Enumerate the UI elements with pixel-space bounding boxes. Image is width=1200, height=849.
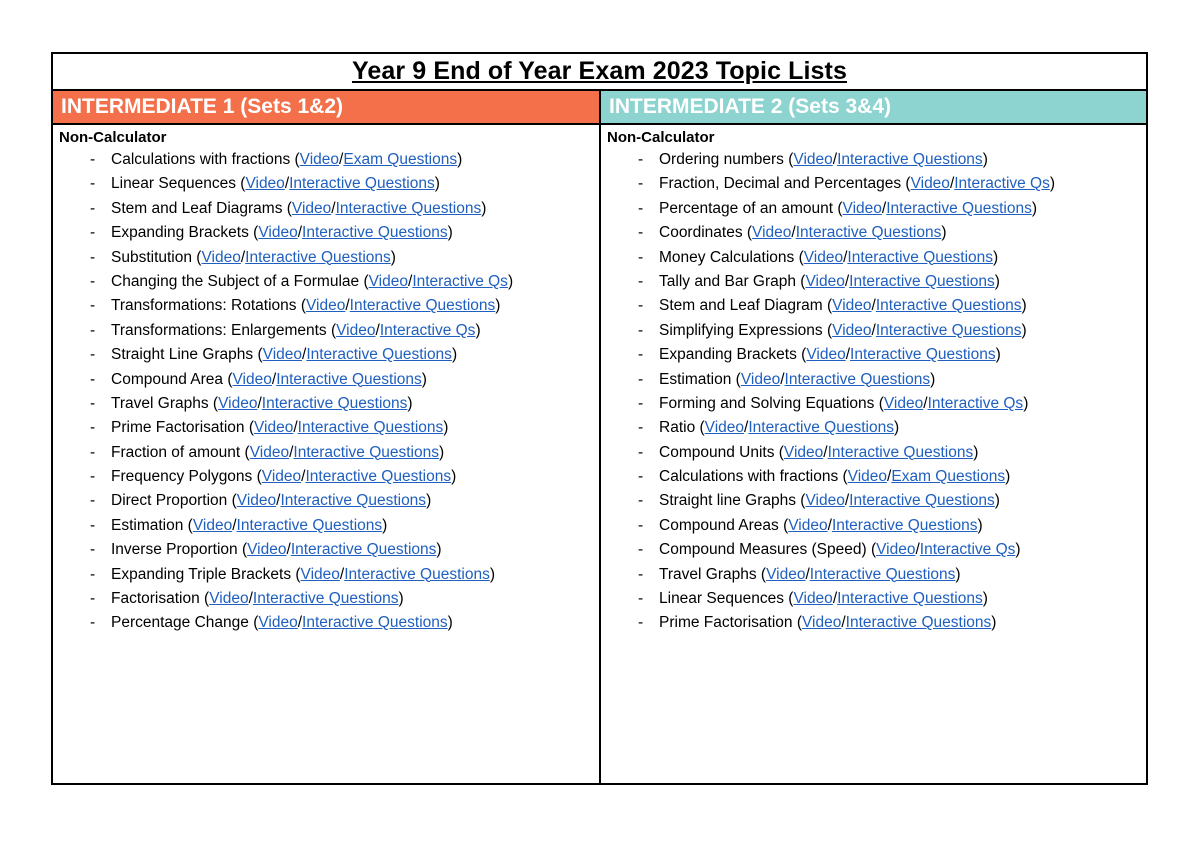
video-link[interactable]: Video xyxy=(305,297,346,315)
list-dash: - xyxy=(90,272,96,290)
video-link[interactable]: Video xyxy=(801,614,842,632)
list-dash: - xyxy=(90,394,96,412)
list-dash: - xyxy=(638,516,644,534)
non-calculator-label: Non-Calculator xyxy=(607,129,715,146)
list-dash: - xyxy=(638,443,644,461)
topic-item: - Forming and Solving Equations (Video/Interactive Qs) xyxy=(601,392,1146,416)
video-link[interactable]: Video xyxy=(704,419,745,437)
video-link[interactable]: Video xyxy=(793,590,833,608)
page-title: Year 9 End of Year Exam 2023 Topic Lists xyxy=(352,57,847,85)
list-dash: - xyxy=(638,419,644,437)
questions-link[interactable]: Interactive Questions xyxy=(302,224,448,242)
topic-item: - Compound Area (Video/Interactive Questions) xyxy=(53,368,599,392)
questions-link[interactable]: Interactive Questions xyxy=(875,321,1022,339)
video-link[interactable]: Video xyxy=(300,565,340,583)
topic-name: Compound Units xyxy=(659,443,775,461)
topic-name: Straight line Graphs xyxy=(659,492,796,510)
topic-name: Direct Proportion xyxy=(111,492,228,510)
list-dash: - xyxy=(90,297,96,315)
list-dash: - xyxy=(638,224,644,242)
list-dash: - xyxy=(638,346,644,364)
list-dash: - xyxy=(638,394,644,412)
topic-item: - Linear Sequences (Video/Interactive Questions) xyxy=(601,587,1146,611)
topic-name: Transformations: Enlargements xyxy=(111,321,327,339)
topic-item: - Straight Line Graphs (Video/Interactive Questions) xyxy=(53,343,599,367)
topic-item: - Money Calculations (Video/Interactive Questions) xyxy=(601,246,1146,270)
video-link[interactable]: Video xyxy=(258,224,298,242)
questions-link[interactable]: Interactive Questions xyxy=(297,419,444,437)
intermediate-2-header: INTERMEDIATE 2 (Sets 3&4) xyxy=(601,91,1146,125)
questions-link[interactable]: Interactive Questions xyxy=(847,248,994,266)
topic-name: Prime Factorisation xyxy=(111,419,245,437)
list-dash: - xyxy=(90,248,96,266)
questions-link[interactable]: Interactive Questions xyxy=(252,590,399,608)
topic-item: - Expanding Triple Brackets (Video/Interactive Questions) xyxy=(53,563,599,587)
list-dash: - xyxy=(90,516,96,534)
questions-link[interactable]: Interactive Questions xyxy=(850,346,996,364)
list-dash: - xyxy=(90,321,96,339)
topic-name: Changing the Subject of a Formulae xyxy=(111,272,360,290)
topic-item: - Travel Graphs (Video/Interactive Questions) xyxy=(53,392,599,416)
list-dash: - xyxy=(90,199,96,217)
topic-name: Simplifying Expressions xyxy=(659,321,823,339)
video-link[interactable]: Video xyxy=(192,516,233,534)
topic-name: Expanding Triple Brackets xyxy=(111,565,292,583)
list-dash: - xyxy=(90,492,96,510)
questions-link[interactable]: Interactive Questions xyxy=(245,248,391,266)
topic-item: - Expanding Brackets (Video/Interactive Questions) xyxy=(53,221,599,245)
questions-link[interactable]: Exam Questions xyxy=(343,151,458,168)
questions-link[interactable]: Interactive Questions xyxy=(809,565,956,583)
topic-item: - Factorisation (Video/Interactive Questions) xyxy=(53,587,599,611)
list-dash: - xyxy=(90,151,96,168)
topic-item: - Simplifying Expressions (Video/Interactive Questions) xyxy=(601,319,1146,343)
topic-name: Percentage Change xyxy=(111,614,249,632)
intermediate-1-topic-list xyxy=(53,148,599,636)
list-dash: - xyxy=(90,419,96,437)
list-dash: - xyxy=(638,492,644,510)
questions-link[interactable]: Interactive Qs xyxy=(379,321,476,339)
questions-link[interactable]: Interactive Questions xyxy=(335,199,482,217)
topic-name: Linear Sequences xyxy=(111,175,236,193)
topic-name: Calculations with fractions xyxy=(111,151,291,168)
video-link[interactable]: Video xyxy=(832,321,872,339)
questions-link[interactable]: Interactive Questions xyxy=(827,443,974,461)
list-dash: - xyxy=(90,370,96,388)
topic-name: Coordinates xyxy=(659,224,743,242)
video-link[interactable]: Video xyxy=(783,443,824,461)
questions-link[interactable]: Interactive Questions xyxy=(831,516,978,534)
topic-item: - Fraction, Decimal and Percentages (Video/Interactive Qs) xyxy=(601,172,1146,196)
topic-item: - Estimation (Video/Interactive Questions) xyxy=(53,514,599,538)
topic-item: - Percentage Change (Video/Interactive Questions) xyxy=(53,611,599,635)
topic-name: Travel Graphs xyxy=(659,565,757,583)
list-dash: - xyxy=(638,272,644,290)
topic-item: - Compound Measures (Speed) (Video/Interactive Qs) xyxy=(601,538,1146,562)
topic-name: Straight Line Graphs xyxy=(111,346,254,364)
list-dash: - xyxy=(90,614,96,632)
list-dash: - xyxy=(90,468,96,486)
video-link[interactable]: Video xyxy=(805,492,845,510)
video-link[interactable]: Video xyxy=(368,272,408,290)
video-link[interactable]: Video xyxy=(299,151,340,168)
list-dash: - xyxy=(638,565,644,583)
topic-item: - Estimation (Video/Interactive Questions) xyxy=(601,368,1146,392)
questions-link[interactable]: Interactive Questions xyxy=(280,492,427,510)
topic-item: - Straight line Graphs (Video/Interactive Questions) xyxy=(601,489,1146,513)
questions-link[interactable]: Interactive Questions xyxy=(849,272,995,290)
topic-name: Expanding Brackets xyxy=(659,346,797,364)
video-link[interactable]: Video xyxy=(842,199,882,217)
topic-item: - Compound Units (Video/Interactive Questions) xyxy=(601,441,1146,465)
topic-item: - Transformations: Rotations (Video/Interactive Questions) xyxy=(53,294,599,318)
topic-item: - Changing the Subject of a Formulae (Video/Interactive Qs) xyxy=(53,270,599,294)
topic-name: Inverse Proportion xyxy=(111,541,238,559)
topic-name: Compound Areas xyxy=(659,516,779,534)
video-link[interactable]: Video xyxy=(766,565,806,583)
topic-name: Expanding Brackets xyxy=(111,224,249,242)
non-calculator-label: Non-Calculator xyxy=(59,129,167,146)
questions-link[interactable]: Interactive Questions xyxy=(837,590,983,608)
topic-name: Money Calculations xyxy=(659,248,795,266)
intermediate-1-column xyxy=(53,91,601,783)
list-dash: - xyxy=(638,199,644,217)
topic-item: - Ordering numbers (Video/Interactive Questions) xyxy=(601,148,1146,172)
topic-item: - Fraction of amount (Video/Interactive Questions) xyxy=(53,441,599,465)
topic-item: - Stem and Leaf Diagrams (Video/Interactive Questions) xyxy=(53,197,599,221)
intermediate-1-header: INTERMEDIATE 1 (Sets 1&2) xyxy=(53,91,599,125)
video-link[interactable]: Video xyxy=(847,468,888,486)
list-dash: - xyxy=(638,321,644,339)
topic-name: Estimation xyxy=(111,516,184,534)
list-dash: - xyxy=(90,175,96,193)
video-link[interactable]: Video xyxy=(253,419,294,437)
topic-name: Calculations with fractions xyxy=(659,468,839,486)
intermediate-2-column xyxy=(601,91,1146,783)
list-dash: - xyxy=(638,370,644,388)
topic-item: - Stem and Leaf Diagram (Video/Interactive Questions) xyxy=(601,294,1146,318)
questions-link[interactable]: Interactive Qs xyxy=(412,272,508,290)
questions-link[interactable]: Interactive Questions xyxy=(305,468,452,486)
video-link[interactable]: Video xyxy=(245,175,285,193)
topic-list-table xyxy=(51,52,1148,785)
topic-name: Ratio xyxy=(659,419,696,437)
topic-name: Stem and Leaf Diagrams xyxy=(111,199,283,217)
topic-item: - Calculations with fractions (Video/Exam Questions) xyxy=(53,148,599,172)
topic-name: Frequency Polygons xyxy=(111,468,253,486)
topic-item: - Frequency Polygons (Video/Interactive Questions) xyxy=(53,465,599,489)
questions-link[interactable]: Interactive Questions xyxy=(748,419,894,437)
video-link[interactable]: Video xyxy=(258,614,298,632)
list-dash: - xyxy=(638,468,644,486)
topic-name: Fraction of amount xyxy=(111,443,241,461)
questions-link[interactable]: Interactive Questions xyxy=(795,224,942,242)
questions-link[interactable]: Interactive Questions xyxy=(875,297,1022,315)
list-dash: - xyxy=(90,443,96,461)
list-dash: - xyxy=(638,151,644,168)
list-dash: - xyxy=(638,541,644,559)
video-link[interactable]: Video xyxy=(805,272,845,290)
video-link[interactable]: Video xyxy=(803,248,844,266)
video-link[interactable]: Video xyxy=(201,248,241,266)
topic-item: - Calculations with fractions (Video/Exam Questions) xyxy=(601,465,1146,489)
topic-name: Substitution xyxy=(111,248,192,266)
video-link[interactable]: Video xyxy=(832,297,872,315)
questions-link[interactable]: Interactive Questions xyxy=(784,370,931,388)
topic-name: Stem and Leaf Diagram xyxy=(659,297,823,315)
video-link[interactable]: Video xyxy=(232,370,272,388)
topic-item: - Coordinates (Video/Interactive Questions) xyxy=(601,221,1146,245)
video-link[interactable]: Video xyxy=(261,468,302,486)
questions-link[interactable]: Interactive Questions xyxy=(289,175,435,193)
questions-link[interactable]: Interactive Questions xyxy=(276,370,422,388)
topic-name: Ordering numbers xyxy=(659,151,784,168)
questions-link[interactable]: Interactive Questions xyxy=(293,443,439,461)
video-link[interactable]: Video xyxy=(291,199,332,217)
topic-item: - Percentage of an amount (Video/Interactive Questions) xyxy=(601,197,1146,221)
questions-link[interactable]: Interactive Questions xyxy=(886,199,1032,217)
video-link[interactable]: Video xyxy=(249,443,290,461)
title-row xyxy=(53,54,1146,91)
list-dash: - xyxy=(90,565,96,583)
topic-item: - Ratio (Video/Interactive Questions) xyxy=(601,416,1146,440)
topic-item: - Travel Graphs (Video/Interactive Questions) xyxy=(601,563,1146,587)
topic-name: Factorisation xyxy=(111,590,200,608)
questions-link[interactable]: Interactive Questions xyxy=(837,151,983,168)
list-dash: - xyxy=(638,297,644,315)
topic-name: Tally and Bar Graph xyxy=(659,272,796,290)
questions-link[interactable]: Interactive Questions xyxy=(290,541,437,559)
topic-name: Compound Measures (Speed) xyxy=(659,541,867,559)
questions-link[interactable]: Exam Questions xyxy=(891,468,1006,486)
video-link[interactable]: Video xyxy=(218,394,258,412)
list-dash: - xyxy=(638,175,644,193)
list-dash: - xyxy=(90,346,96,364)
topic-name: Travel Graphs xyxy=(111,394,209,412)
list-dash: - xyxy=(90,541,96,559)
topic-item: - Substitution (Video/Interactive Questions) xyxy=(53,246,599,270)
questions-link[interactable]: Interactive Questions xyxy=(845,614,992,632)
list-dash: - xyxy=(90,224,96,242)
video-link[interactable]: Video xyxy=(209,590,249,608)
video-link[interactable]: Video xyxy=(740,370,781,388)
questions-link[interactable]: Interactive Questions xyxy=(302,614,448,632)
video-link[interactable]: Video xyxy=(876,541,916,559)
topic-name: Prime Factorisation xyxy=(659,614,793,632)
list-dash: - xyxy=(638,614,644,632)
questions-link[interactable]: Interactive Questions xyxy=(236,516,383,534)
columns xyxy=(53,91,1146,783)
topic-item: - Expanding Brackets (Video/Interactive Questions) xyxy=(601,343,1146,367)
list-dash: - xyxy=(638,248,644,266)
topic-name: Forming and Solving Equations xyxy=(659,394,875,412)
questions-link[interactable]: Interactive Questions xyxy=(849,492,995,510)
video-link[interactable]: Video xyxy=(788,516,828,534)
questions-link[interactable]: Interactive Questions xyxy=(349,297,496,315)
video-link[interactable]: Video xyxy=(806,346,846,364)
topic-name: Linear Sequences xyxy=(659,590,784,608)
topic-item: - Compound Areas (Video/Interactive Questions) xyxy=(601,514,1146,538)
topic-item: - Linear Sequences (Video/Interactive Questions) xyxy=(53,172,599,196)
questions-link[interactable]: Interactive Qs xyxy=(919,541,1016,559)
questions-link[interactable]: Interactive Questions xyxy=(306,346,452,364)
video-link[interactable]: Video xyxy=(793,151,833,168)
topic-item: - Transformations: Enlargements (Video/Interactive Qs) xyxy=(53,319,599,343)
topic-name: Compound Area xyxy=(111,370,224,388)
video-link[interactable]: Video xyxy=(883,394,924,412)
topic-item: - Tally and Bar Graph (Video/Interactive Questions) xyxy=(601,270,1146,294)
topic-item: - Inverse Proportion (Video/Interactive Questions) xyxy=(53,538,599,562)
list-dash: - xyxy=(638,590,644,608)
topic-name: Transformations: Rotations xyxy=(111,297,297,315)
questions-link[interactable]: Interactive Qs xyxy=(954,175,1050,193)
intermediate-2-topic-list xyxy=(601,148,1146,636)
list-dash: - xyxy=(90,590,96,608)
video-link[interactable]: Video xyxy=(336,321,376,339)
video-link[interactable]: Video xyxy=(752,224,792,242)
video-link[interactable]: Video xyxy=(262,346,303,364)
video-link[interactable]: Video xyxy=(910,175,950,193)
topic-name: Fraction, Decimal and Percentages xyxy=(659,175,902,193)
topic-item: - Direct Proportion (Video/Interactive Questions) xyxy=(53,489,599,513)
video-link[interactable]: Video xyxy=(247,541,287,559)
topic-name: Estimation xyxy=(659,370,732,388)
questions-link[interactable]: Interactive Qs xyxy=(927,394,1024,412)
topic-name: Percentage of an amount xyxy=(659,199,834,217)
topic-item: - Prime Factorisation (Video/Interactive Questions) xyxy=(601,611,1146,635)
questions-link[interactable]: Interactive Questions xyxy=(261,394,408,412)
questions-link[interactable]: Interactive Questions xyxy=(344,565,490,583)
topic-item: - Prime Factorisation (Video/Interactive Questions) xyxy=(53,416,599,440)
video-link[interactable]: Video xyxy=(236,492,277,510)
